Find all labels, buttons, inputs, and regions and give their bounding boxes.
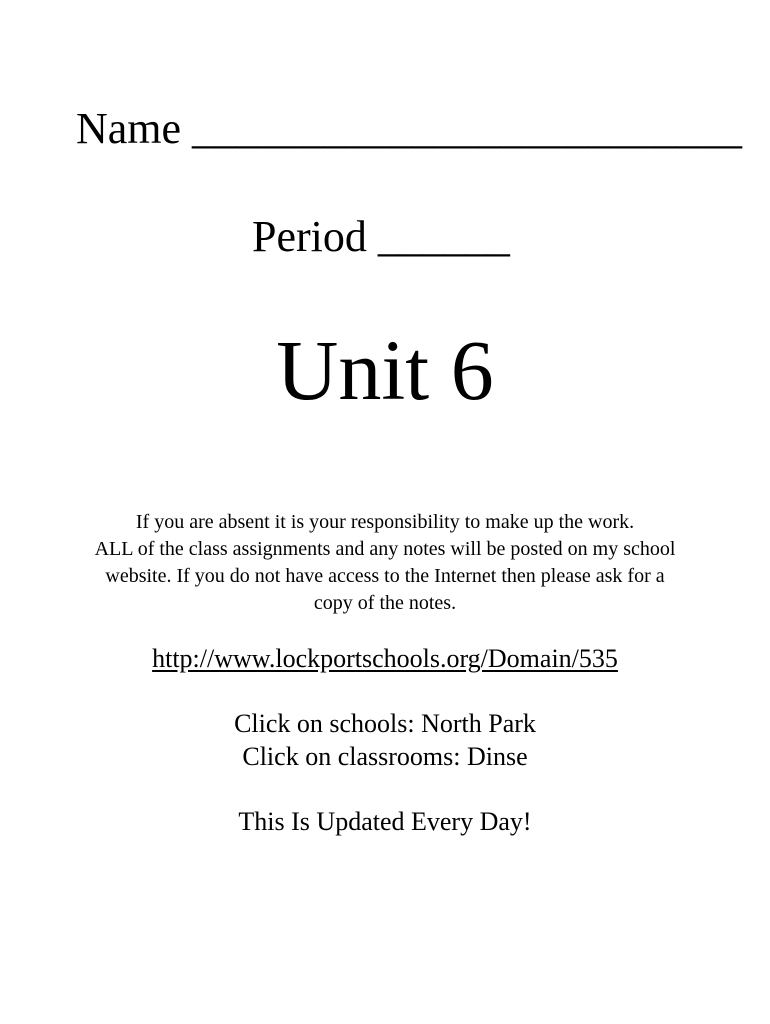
updated-notice: This Is Updated Every Day! bbox=[238, 807, 532, 836]
period-field-line: Period ______ bbox=[252, 212, 510, 261]
unit-title: Unit 6 bbox=[276, 322, 494, 418]
name-field-line: Name _________________________ bbox=[76, 104, 743, 153]
notice-line: ALL of the class assignments and any notes will be posted on my school bbox=[94, 538, 676, 560]
notice-line: If you are absent it is your responsibility to make up the work. bbox=[135, 511, 635, 533]
schools-instruction: Click on schools: North Park bbox=[234, 709, 536, 738]
classrooms-instruction: Click on classrooms: Dinse bbox=[242, 742, 528, 771]
website-link-row bbox=[0, 643, 770, 675]
notice-line: website. If you do not have access to the Internet then please ask for a bbox=[105, 565, 665, 587]
navigation-instructions bbox=[0, 707, 770, 773]
school-website-link[interactable]: http://www.lockportschools.org/Domain/535 bbox=[152, 644, 618, 673]
notice-line: copy of the notes. bbox=[313, 592, 457, 614]
absence-notice bbox=[40, 509, 730, 617]
